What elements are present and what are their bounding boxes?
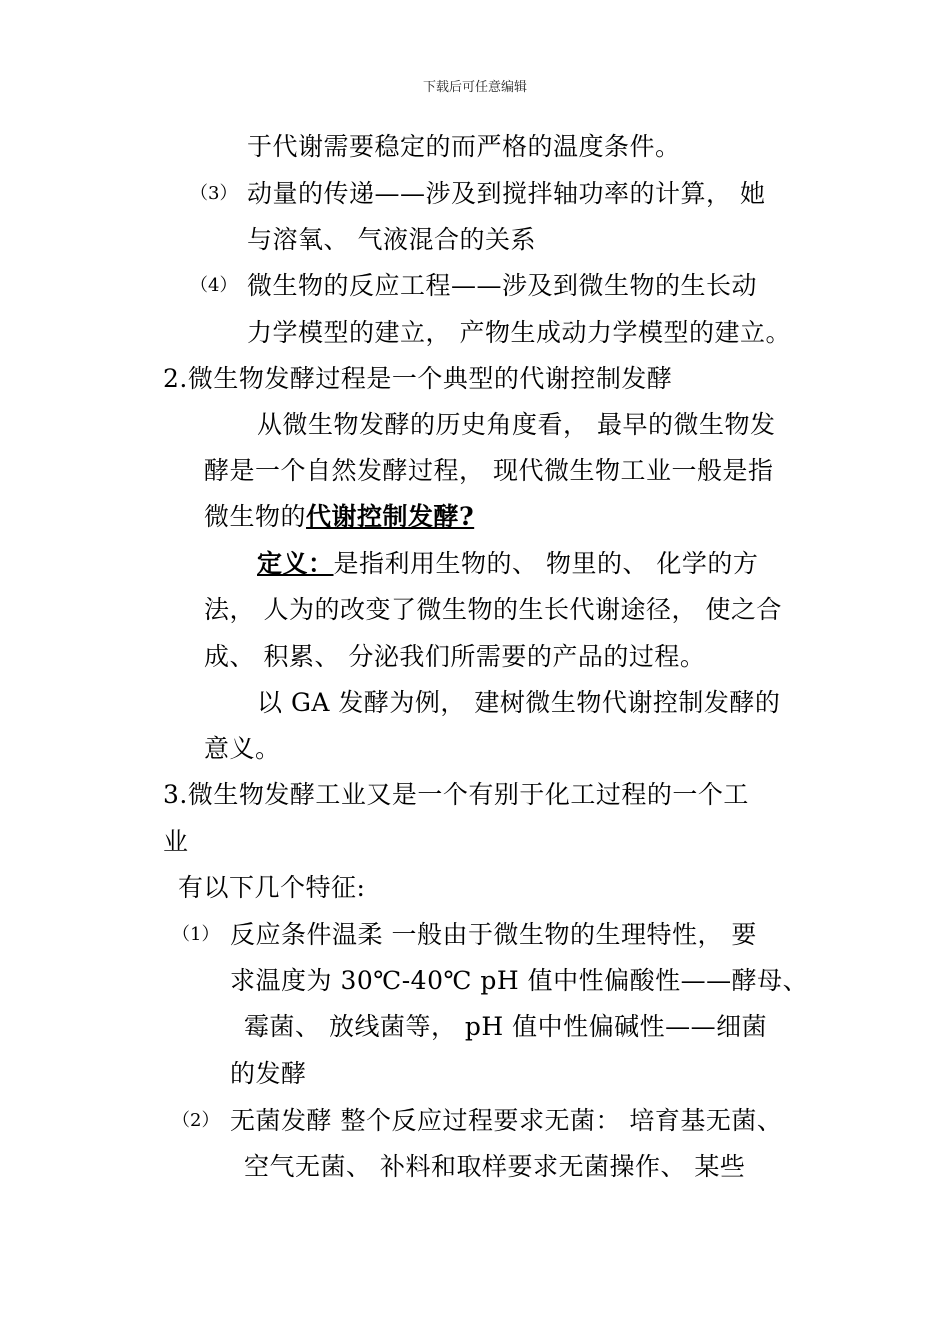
text-line: 与溶氧、 气液混合的关系 (247, 225, 536, 254)
text-line: 以 GA 发酵为例， 建树微生物代谢控制发酵的 (257, 688, 781, 717)
section-heading: 业 (163, 827, 189, 856)
text-line: 无菌发酵 整个反应过程要求无菌： 培育基无菌、 (230, 1106, 783, 1135)
text-line: 于代谢需要稳定的而严格的温度条件。 (247, 132, 681, 161)
text-fragment: 微生物的 (204, 502, 307, 531)
text-line: 有以下几个特征: (178, 873, 366, 902)
text-line: 空气无菌、 补料和取样要求无菌操作、 某些 (244, 1152, 746, 1181)
text-line: 的发酵 (230, 1059, 307, 1088)
text-fragment: 是指利用生物的、 物里的、 化学的方 (333, 549, 759, 578)
text-line: 从微生物发酵的历史角度看， 最早的微生物发 (257, 410, 776, 439)
text-line: 成、 积累、 分泌我们所需要的产品的过程。 (204, 642, 706, 671)
text-line: 意义。 (204, 734, 281, 763)
section-heading: 2.微生物发酵过程是一个典型的代谢控制发酵 (163, 364, 673, 393)
text-line (257, 548, 758, 580)
text-line: 法， 人为的改变了微生物的生长代谢途径， 使之合 (204, 595, 782, 624)
text-line: 霉菌、 放线菌等， pH 值中性偏碱性——细菌 (244, 1012, 768, 1041)
text-line: 力学模型的建立， 产物生成动力学模型的建立。 (247, 318, 791, 347)
item-number: （1） (172, 924, 220, 945)
page-header: 下载后可任意编辑 (422, 80, 527, 95)
item-number: （4） (190, 275, 238, 296)
text-line: 微生物的反应工程——涉及到微生物的生长动 (247, 271, 758, 300)
text-line (204, 501, 474, 533)
emphasis-term: 代谢控制发酵? (306, 502, 475, 531)
text-line: 求温度为 30℃-40℃ pH 值中性偏酸性——酵母、 (230, 966, 809, 995)
text-line: 反应条件温柔 一般由于微生物的生理特性， 要 (230, 920, 757, 949)
text-line: 酵是一个自然发酵过程， 现代微生物工业一般是指 (204, 456, 774, 485)
text-line: 动量的传递——涉及到搅拌轴功率的计算， 她 (247, 179, 766, 208)
section-heading: 3.微生物发酵工业又是一个有别于化工过程的一个工 (163, 780, 749, 809)
item-number: （3） (190, 183, 238, 204)
item-number: （2） (172, 1110, 220, 1131)
definition-label: 定义： (257, 549, 334, 578)
